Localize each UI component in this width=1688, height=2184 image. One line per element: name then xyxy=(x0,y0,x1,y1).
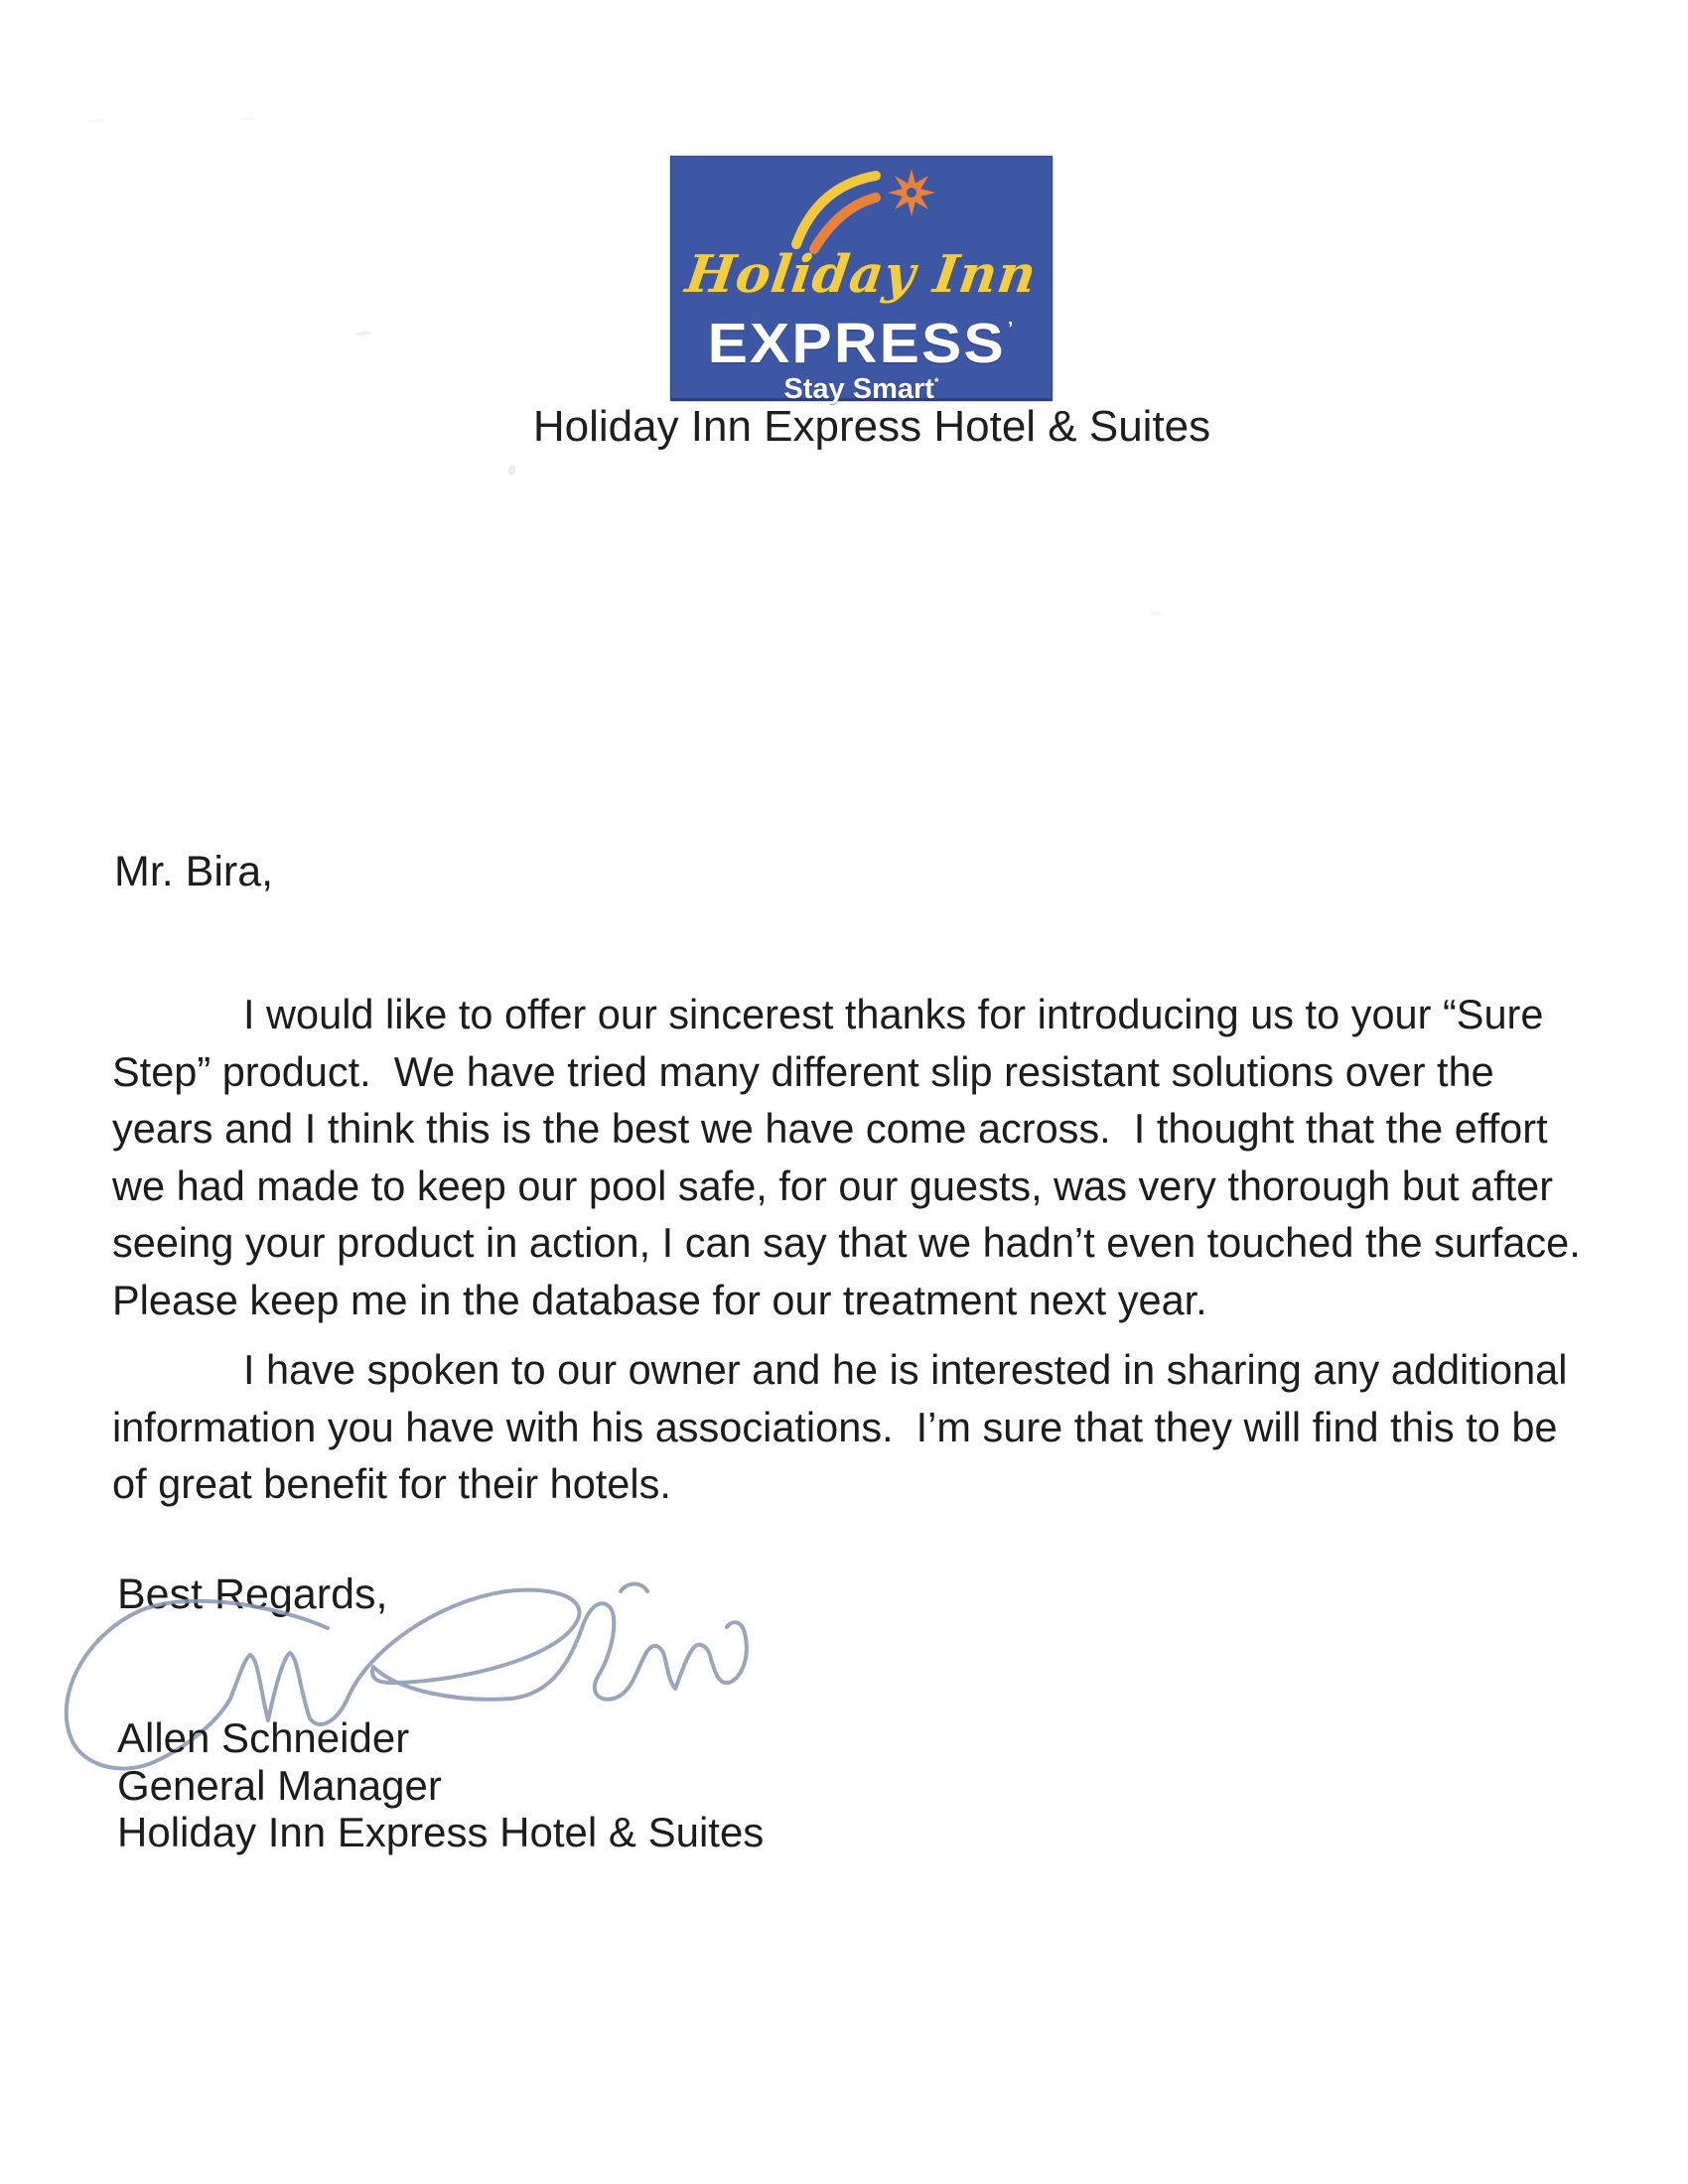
paragraph-1 xyxy=(112,986,1581,1328)
body-line: Please keep me in the database for our treatment next year. xyxy=(112,1276,1207,1323)
paragraph-2 xyxy=(112,1341,1567,1513)
salutation: Mr. Bira, xyxy=(114,848,274,895)
logo-tagline: Stay Smart* xyxy=(783,373,939,405)
scan-artifact xyxy=(241,117,255,121)
closing: Best Regards, xyxy=(117,1570,388,1618)
signature-block xyxy=(117,1714,764,1856)
body-line: seeing your product in action, I can say that we hadn’t even touched the surface. xyxy=(112,1219,1581,1266)
logo-brand-script: Holiday Inn xyxy=(681,244,1042,305)
scan-artifact xyxy=(355,331,371,337)
trademark-mark: ’ xyxy=(1007,319,1016,339)
signer-title: General Manager xyxy=(117,1761,442,1809)
scan-artifact xyxy=(87,118,105,123)
body-line: we had made to keep our pool safe, for our guests, was very thorough but after xyxy=(112,1161,1554,1209)
body-line: years and I think this is the best we have come across. I thought that the effort xyxy=(112,1105,1548,1152)
hotel-logo xyxy=(670,156,1053,405)
signer-company: Holiday Inn Express Hotel & Suites xyxy=(117,1809,765,1855)
body-line: I would like to offer our sincerest thanks for introducing us to your “Sure xyxy=(243,991,1544,1037)
body-line: Step” product. We have tried many different slip resistant solutions over the xyxy=(112,1047,1494,1095)
scan-artifact xyxy=(507,464,516,476)
signer-name: Allen Schneider xyxy=(117,1714,410,1761)
letterhead-caption: Holiday Inn Express Hotel & Suites xyxy=(532,402,1211,451)
body-line: of great benefit for their hotels. xyxy=(112,1460,671,1507)
body-line: I have spoken to our owner and he is interested in sharing any additional xyxy=(243,1346,1568,1393)
logo-brand-express: EXPRESS ’ xyxy=(707,312,1016,375)
scan-artifact xyxy=(1150,612,1162,615)
body-line: information you have with his associations. I’m sure that they will find this to be xyxy=(112,1403,1558,1450)
tagline-asterisk: * xyxy=(933,375,939,389)
